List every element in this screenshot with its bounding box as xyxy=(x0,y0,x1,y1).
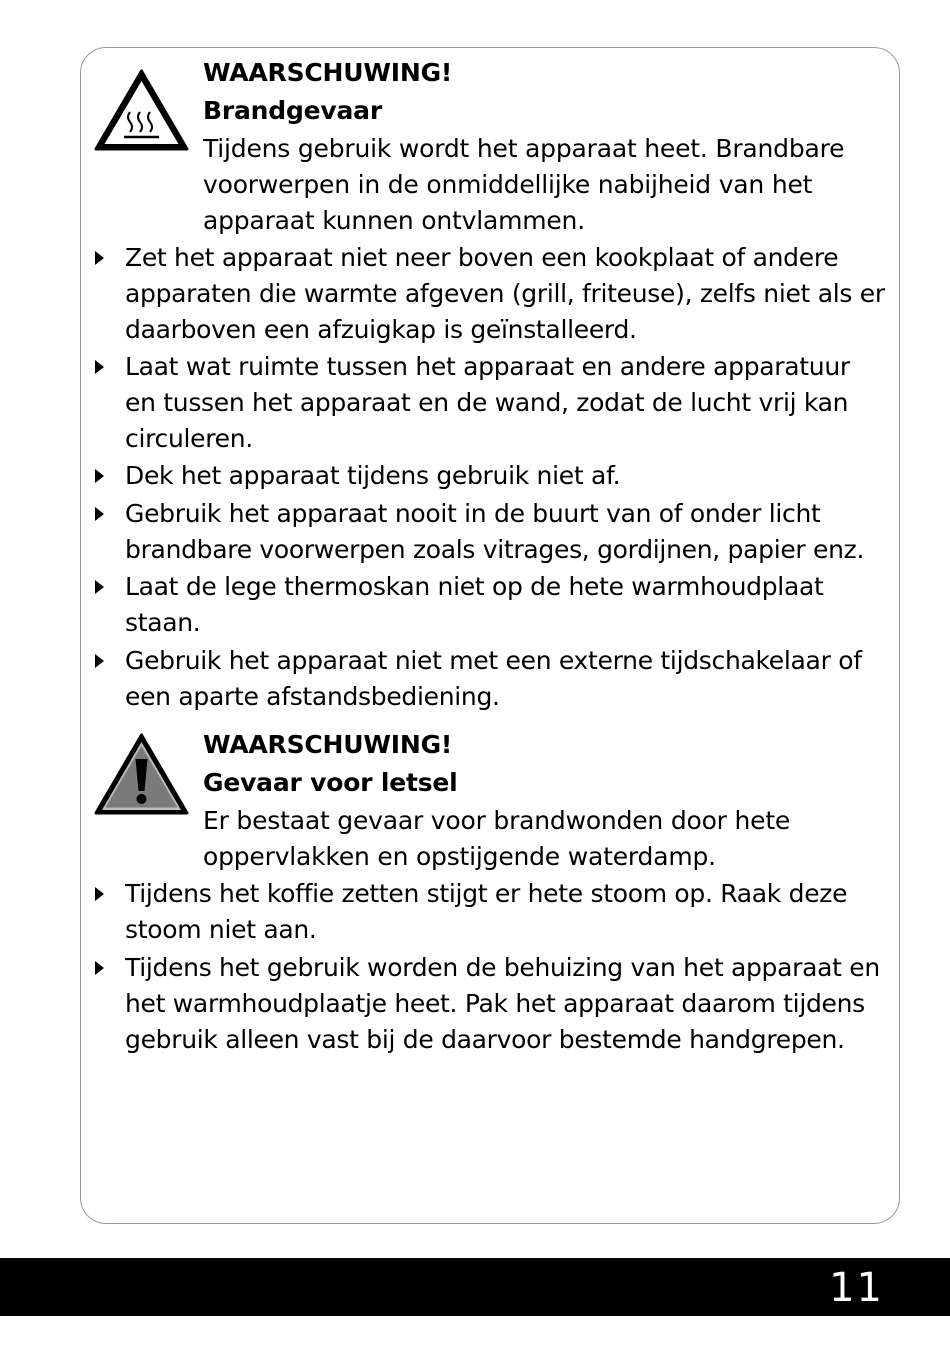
warning-title: WAARSCHUWING! xyxy=(203,730,453,759)
list-item xyxy=(95,458,885,494)
list-item xyxy=(95,349,885,457)
bullet-arrow-icon xyxy=(95,469,104,483)
warning-subtitle: Brandgevaar xyxy=(203,96,382,125)
list-item xyxy=(95,496,885,568)
list-item-text: Gebruik het apparaat niet met een externe tijdschakelaar of een aparte afstandsbediening. xyxy=(125,646,862,711)
bullet-arrow-icon xyxy=(95,507,104,521)
injury-warning-block xyxy=(203,727,823,875)
list-item-text: Tijdens het gebruik worden de behuizing van het apparaat en het warmhoudplaatje heet. Pak het apparaat daarom tijdens gebruik alleen vast bij de daarvoor bestemde handgrepen. xyxy=(125,953,880,1054)
warning-subtitle: Gevaar voor letsel xyxy=(203,768,458,797)
list-item xyxy=(95,643,885,715)
warning-text: Tijdens gebruik wordt het apparaat heet. Brandbare voorwerpen in de onmiddellijke nabijheid van het apparaat kunnen ontvlammen. xyxy=(203,134,845,235)
page-number: 11 xyxy=(829,1265,884,1311)
bullet-arrow-icon xyxy=(95,887,104,901)
bullet-arrow-icon xyxy=(95,961,104,975)
list-item xyxy=(95,569,885,641)
list-item xyxy=(95,240,885,348)
hot-surface-warning-icon xyxy=(93,68,190,152)
list-item-text: Zet het apparaat niet neer boven een kookplaat of andere apparaten die warmte afgeven (grill, friteuse), zelfs niet als er daarboven een afzuigkap is geïnstalleerd. xyxy=(125,243,885,344)
warning-title: WAARSCHUWING! xyxy=(203,58,453,87)
list-item-text: Gebruik het apparaat nooit in de buurt van of onder licht brandbare voorwerpen zoals vitrages, gordijnen, papier enz. xyxy=(125,499,865,564)
bullet-arrow-icon xyxy=(95,360,104,374)
list-item-text: Tijdens het koffie zetten stijgt er hete stoom op. Raak deze stoom niet aan. xyxy=(125,879,848,944)
list-item-text: Laat wat ruimte tussen het apparaat en andere apparatuur en tussen het apparaat en de wand, zodat de lucht vrij kan circuleren. xyxy=(125,352,850,453)
list-item xyxy=(95,876,885,948)
list-item-text: Laat de lege thermoskan niet op de hete warmhoudplaat staan. xyxy=(125,572,824,637)
bullet-arrow-icon xyxy=(95,251,104,265)
fire-warning-block xyxy=(203,55,853,239)
bullet-arrow-icon xyxy=(95,654,104,668)
bullet-arrow-icon xyxy=(95,580,104,594)
warning-text: Er bestaat gevaar voor brandwonden door hete oppervlakken en opstijgende waterdamp. xyxy=(203,806,791,871)
list-item xyxy=(95,950,885,1058)
general-warning-icon xyxy=(93,732,190,816)
page-footer-bar xyxy=(0,1258,950,1316)
list-item-text: Dek het apparaat tijdens gebruik niet af. xyxy=(125,461,621,490)
